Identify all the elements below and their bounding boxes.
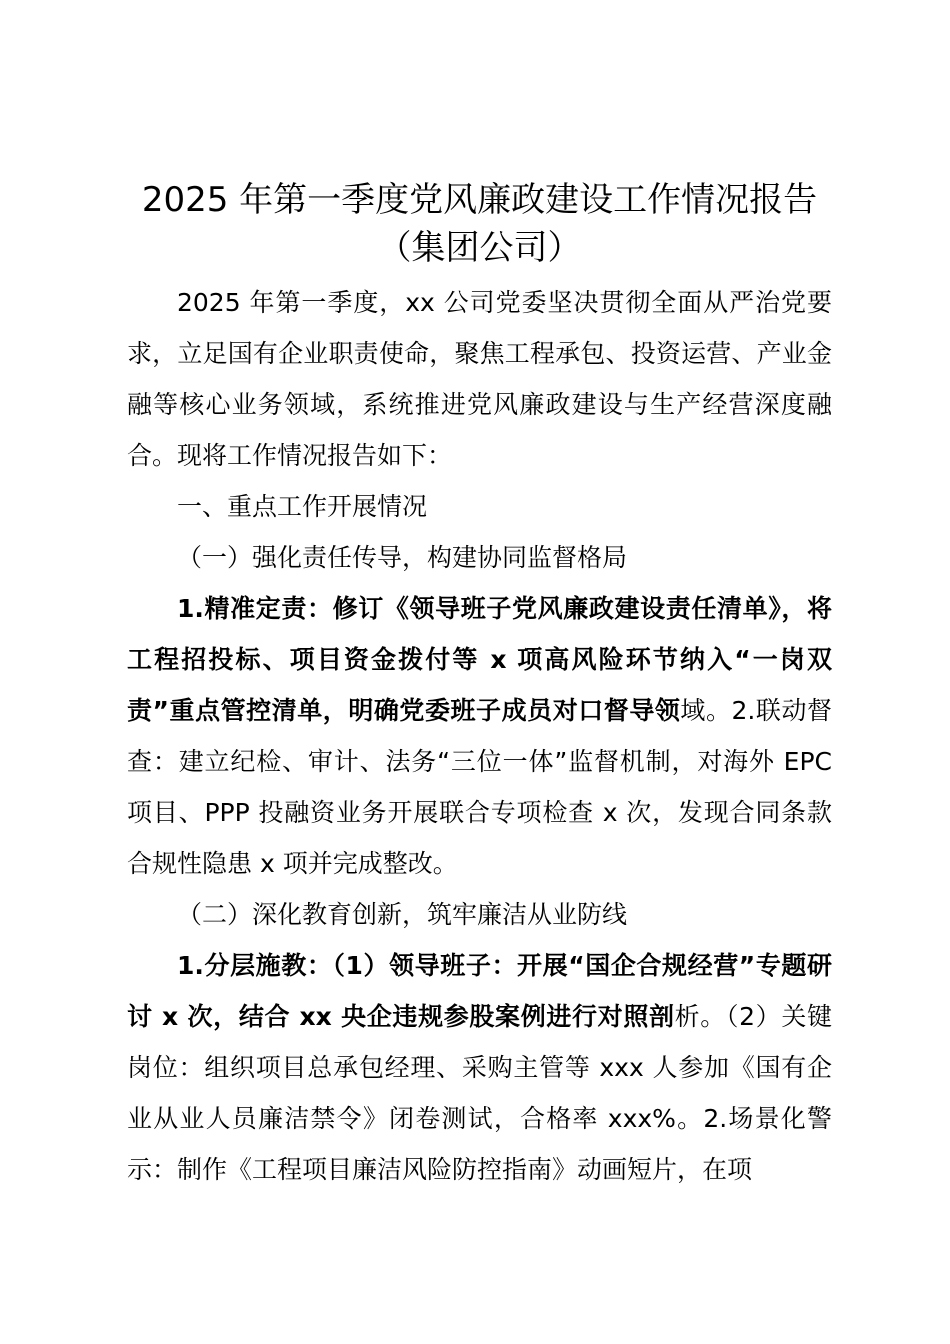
- subsection-heading-1: （一）强化责任传导，构建协同监督格局: [177, 543, 628, 572]
- paragraph-education: [127, 940, 832, 1195]
- intro-paragraph: 2025 年第一季度，xx 公司党委坚决贯彻全面从严治党要求，立足国有企业职责使命，聚焦工程承包、投资运营、产业金融等核心业务领域，系统推进党风廉政建设与生产经营深度融合。现将工作情况报告如下：: [127, 288, 832, 470]
- paragraph-education-bold: 1.分层施教：（1）领导班子：开展“国企合规经营”专题研讨 x 次，结合 xx 央企违规参股案例进行对照剖: [127, 951, 832, 1031]
- document-title: [127, 176, 832, 272]
- paragraph-responsibility-bold: 1.精准定责：修订《领导班子党风廉政建设责任清单》，将工程招投标、项目资金拨付等 x 项高风险环节纳入“一岗双责”重点管控清单，明确党委班子成员对口督导领: [127, 594, 832, 725]
- paragraph-education-text: 析。（2）关键岗位：组织项目总承包经理、采购主管等 xxx 人参加《国有企业从业人员廉洁禁令》闭卷测试，合格率 xxx%。2.场景化警示：制作《工程项目廉洁风险防控指南》动画短片，在项: [127, 1002, 832, 1184]
- title-line-2: （集团公司）: [377, 228, 582, 268]
- subsection-heading-2: （二）深化教育创新，筑牢廉洁从业防线: [177, 900, 628, 929]
- section-heading-1: 一、重点工作开展情况: [177, 492, 428, 521]
- paragraph-responsibility: [127, 583, 832, 889]
- title-line-1: 2025 年第一季度党风廉政建设工作情况报告: [141, 180, 818, 220]
- document-body: [127, 176, 832, 1195]
- paragraph-responsibility-text: 域。2.联动督查：建立纪检、审计、法务“三位一体”监督机制，对海外 EPC 项目、PPP 投融资业务开展联合专项检查 x 次，发现合同条款合规性隐患 x 项并完成整改。: [127, 696, 832, 878]
